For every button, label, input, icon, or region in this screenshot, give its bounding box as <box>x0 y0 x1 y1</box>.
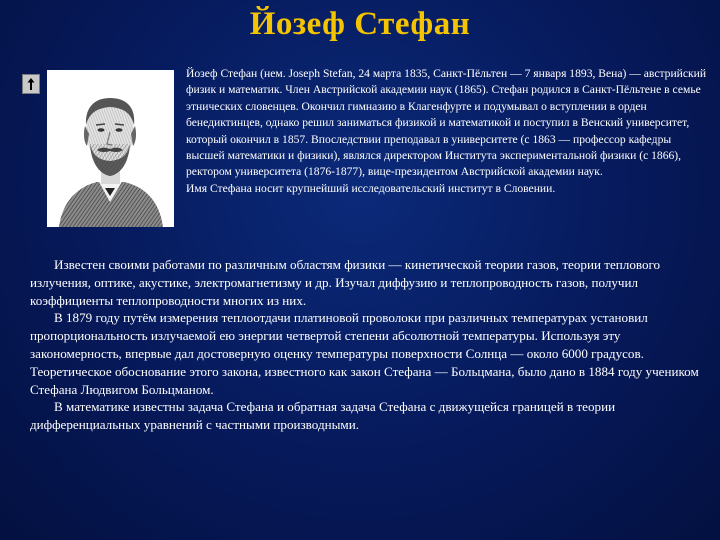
main-paragraph: В 1879 году путём измерения теплоотдачи платиновой проволоки при различных температурах установил пропорциональность излучаемой ею энергии четвертой степени абсолютной температуры. Используя эту закономерность, впервые дал достоверную оценку температуры поверхности Солнца — около 6000 градусов. Теоретическое обоснование этого закона, известного как закон Стефана — Больцмана, было дано в 1884 году учеником Стефана Людвигом Больцманом. <box>30 310 699 397</box>
slide-title: Йозеф Стефан <box>249 6 471 42</box>
main-text <box>30 256 704 434</box>
main-paragraph: В математике известны задача Стефана и обратная задача Стефана с движущейся границей в теории дифференциальных уравнений с частными производными. <box>30 399 616 433</box>
back-nav-button[interactable] <box>22 74 40 94</box>
bio-paragraph: Имя Стефана носит крупнейший исследовательский институт в Словении. <box>186 181 556 195</box>
portrait-photo <box>47 70 174 227</box>
up-arrow-icon <box>26 77 36 91</box>
biography-text <box>186 66 712 197</box>
main-paragraph: Известен своими работами по различным областям физики — кинетической теории газов, теории теплового излучения, оптике, акустике, электромагнетизму и др. Изучал диффузию и теплопроводность газов, получил коэффициенты теплопроводности многих из них. <box>30 257 661 308</box>
portrait-engraving <box>47 70 174 227</box>
bio-paragraph: Йозеф Стефан (нем. Joseph Stefan, 24 марта 1835, Санкт-Пёльтен — 7 января 1893, Вена) — австрийский физик и математик. Член Австрийской академии наук (1865). Стефан родился в Санкт-Пёльтене в семье этнических словенцев. Окончил гимназию в Клагенфурте и подумывал о вступлении в орден бенедиктинцев, однако решил заниматься физикой и математикой и поступил в Венский университет, который окончил в 1857. Впоследствии преподавал в университете (с 1863 — профессор кафедры высшей математики и физики), являлся директором Института экспериментальной физики (с 1866), ректором университета (1876-1877), вице-президентом Австрийской академии наук. <box>186 67 707 179</box>
